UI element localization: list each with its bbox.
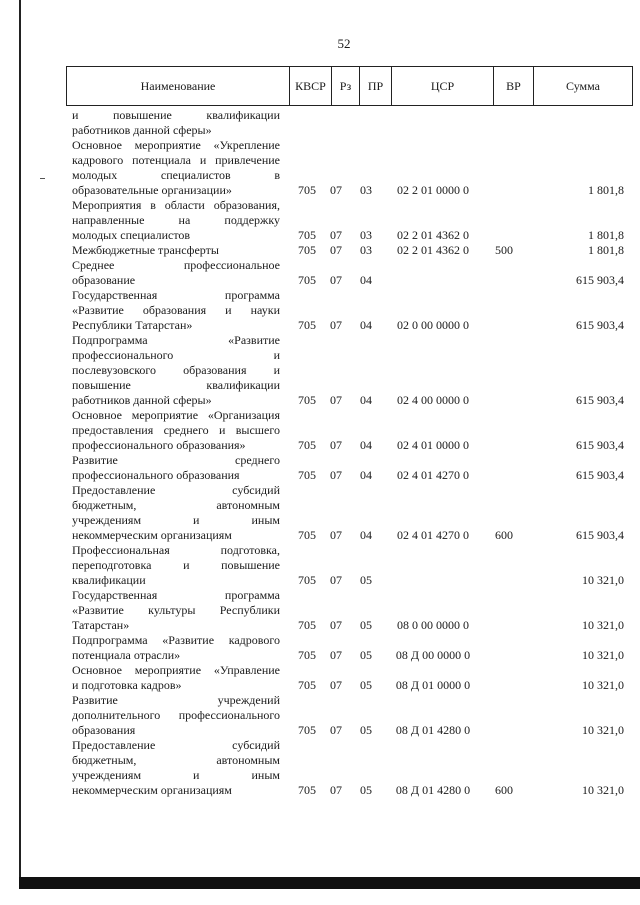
table-row: [72, 333, 624, 408]
row-sum: 10 321,0: [582, 723, 624, 737]
row-sum: 615 903,4: [576, 528, 624, 542]
row-rz: 07: [330, 573, 342, 587]
row-name-line: некоммерческим организациям: [72, 528, 232, 542]
row-sum: 615 903,4: [576, 468, 624, 482]
table-body: [72, 108, 624, 798]
header-csr: ЦСР: [391, 67, 493, 105]
row-name-line: Предоставление субсидий: [72, 483, 280, 497]
row-name-line: Государственная программа: [72, 288, 280, 302]
row-name: [72, 138, 280, 198]
row-kvsr: 705: [298, 318, 316, 332]
table-row: [72, 408, 624, 453]
row-name-line: Республики Татарстан»: [72, 318, 193, 332]
scan-speck: [40, 178, 45, 179]
row-name-line: молодых специалистов в: [72, 168, 280, 182]
row-name-line: повышение квалификации: [72, 378, 280, 392]
row-sum: 10 321,0: [582, 648, 624, 662]
row-name: [72, 198, 280, 243]
scan-left-border: [19, 0, 21, 880]
row-name-line: Основное мероприятие «Управление: [72, 663, 280, 677]
row-kvsr: 705: [298, 618, 316, 632]
row-pr: 05: [360, 678, 372, 692]
header-pr: ПР: [359, 67, 391, 105]
row-name-line: некоммерческим организациям: [72, 783, 232, 797]
row-name-line: Среднее профессиональное: [72, 258, 280, 272]
row-csr: 08 Д 01 4280 0: [395, 723, 471, 737]
header-rz: Рз: [331, 67, 359, 105]
table-row: [72, 243, 624, 258]
row-name-line: и подготовка кадров»: [72, 678, 182, 692]
row-csr: 02 2 01 0000 0: [397, 183, 469, 197]
row-sum: 1 801,8: [588, 243, 624, 257]
row-rz: 07: [330, 723, 342, 737]
row-name-line: учреждениям и иным: [72, 768, 280, 782]
row-name-line: Предоставление субсидий: [72, 738, 280, 752]
row-name-line: образования: [72, 723, 136, 737]
scan-bottom-border: [19, 877, 640, 889]
row-name: [72, 663, 280, 693]
row-name: [72, 543, 280, 588]
row-name-line: «Развитие культуры Республики: [72, 603, 280, 617]
row-kvsr: 705: [298, 678, 316, 692]
row-csr: 02 2 01 4362 0: [397, 228, 469, 242]
row-name-line: «Развитие образования и науки: [72, 303, 280, 317]
row-rz: 07: [330, 228, 342, 242]
row-name-line: направленные на поддержку: [72, 213, 280, 227]
table-row: [72, 288, 624, 333]
row-name-line: квалификации: [72, 573, 146, 587]
row-pr: 04: [360, 393, 372, 407]
row-name-line: Подпрограмма «Развитие кадрового: [72, 633, 280, 647]
row-name-line: работников данной сферы»: [72, 123, 212, 137]
row-rz: 07: [330, 438, 342, 452]
row-pr: 04: [360, 528, 372, 542]
row-pr: 03: [360, 243, 372, 257]
row-pr: 05: [360, 618, 372, 632]
row-csr: 02 2 01 4362 0: [397, 243, 469, 257]
row-pr: 05: [360, 648, 372, 662]
row-rz: 07: [330, 243, 342, 257]
row-name: [72, 243, 280, 258]
row-sum: 615 903,4: [576, 318, 624, 332]
row-sum: 615 903,4: [576, 393, 624, 407]
row-kvsr: 705: [298, 528, 316, 542]
row-name-line: образовательные организации»: [72, 183, 232, 197]
row-rz: 07: [330, 783, 342, 797]
row-sum: 10 321,0: [582, 678, 624, 692]
row-name: [72, 258, 280, 288]
row-csr: 02 4 01 0000 0: [397, 438, 469, 452]
row-name: [72, 738, 280, 798]
row-kvsr: 705: [298, 648, 316, 662]
table-row: [72, 543, 624, 588]
row-name-line: Развитие учреждений: [72, 693, 280, 707]
row-kvsr: 705: [298, 183, 316, 197]
page-number: 52: [337, 36, 351, 51]
row-pr: 05: [360, 573, 372, 587]
row-name: [72, 453, 280, 483]
row-pr: 03: [360, 228, 372, 242]
row-name: [72, 483, 280, 543]
row-pr: 05: [360, 723, 372, 737]
row-sum: 10 321,0: [582, 573, 624, 587]
row-sum: 615 903,4: [576, 438, 624, 452]
table-row: [72, 663, 624, 693]
row-name-line: профессионального образования: [72, 468, 240, 482]
table-row: [72, 738, 624, 798]
row-rz: 07: [330, 678, 342, 692]
row-rz: 07: [330, 528, 342, 542]
header-name: Наименование: [140, 78, 216, 93]
table-row: [72, 198, 624, 243]
row-name: [72, 108, 280, 138]
row-kvsr: 705: [298, 573, 316, 587]
row-name-line: Основное мероприятие «Организация: [72, 408, 280, 422]
row-name-line: Мероприятия в области образования,: [72, 198, 280, 212]
row-name-line: Подпрограмма «Развитие: [72, 333, 280, 347]
row-pr: 04: [360, 318, 372, 332]
row-csr: 02 4 00 0000 0: [397, 393, 469, 407]
row-name-line: Татарстан»: [72, 618, 130, 632]
row-kvsr: 705: [298, 228, 316, 242]
row-pr: 04: [360, 468, 372, 482]
row-name: [72, 333, 280, 408]
table-header: [66, 66, 633, 106]
row-pr: 04: [360, 273, 372, 287]
row-rz: 07: [330, 468, 342, 482]
row-sum: 10 321,0: [582, 783, 624, 797]
row-name-line: потенциала отрасли»: [72, 648, 181, 662]
row-kvsr: 705: [298, 438, 316, 452]
row-csr: 02 4 01 4270 0: [397, 528, 469, 542]
row-kvsr: 705: [298, 243, 316, 257]
row-name-line: бюджетным, автономным: [72, 753, 280, 767]
row-rz: 07: [330, 393, 342, 407]
row-kvsr: 705: [298, 273, 316, 287]
row-name-line: профессионального образования»: [72, 438, 246, 452]
row-name-line: Основное мероприятие «Укрепление: [72, 138, 280, 152]
header-sum: Сумма: [533, 67, 632, 105]
table-row: [72, 483, 624, 543]
row-name-line: Профессиональная подготовка,: [72, 543, 280, 557]
row-sum: 615 903,4: [576, 273, 624, 287]
row-kvsr: 705: [298, 468, 316, 482]
row-rz: 07: [330, 273, 342, 287]
table-row: [72, 453, 624, 483]
row-name-line: Развитие среднего: [72, 453, 280, 467]
table-row: [72, 108, 624, 138]
header-kvsr: КВСР: [289, 67, 331, 105]
row-csr: 08 0 00 0000 0: [397, 618, 469, 632]
row-pr: 04: [360, 438, 372, 452]
row-name-line: предоставления среднего и высшего: [72, 423, 280, 437]
row-name-line: переподготовка и повышение: [72, 558, 280, 572]
row-name-line: образование: [72, 273, 136, 287]
row-csr: 02 0 00 0000 0: [397, 318, 469, 332]
row-pr: 03: [360, 183, 372, 197]
row-sum: 1 801,8: [588, 228, 624, 242]
row-name-line: кадрового потенциала и привлечение: [72, 153, 280, 167]
table-row: [72, 693, 624, 738]
row-rz: 07: [330, 318, 342, 332]
row-name: [72, 288, 280, 333]
row-vr: 600: [495, 528, 513, 542]
row-vr: 600: [495, 783, 513, 797]
row-csr: 02 4 01 4270 0: [397, 468, 469, 482]
row-name: [72, 588, 280, 633]
row-name-line: дополнительного профессионального: [72, 708, 280, 722]
row-vr: 500: [495, 243, 513, 257]
row-name-line: Государственная программа: [72, 588, 280, 602]
row-name-line: послевузовского образования и: [72, 363, 280, 377]
row-name-line: работников данной сферы»: [72, 393, 212, 407]
row-sum: 10 321,0: [582, 618, 624, 632]
row-name-line: профессионального и: [72, 348, 280, 362]
table-row: [72, 138, 624, 198]
row-rz: 07: [330, 183, 342, 197]
row-kvsr: 705: [298, 393, 316, 407]
row-sum: 1 801,8: [588, 183, 624, 197]
table-row: [72, 258, 624, 288]
row-csr: 08 Д 01 0000 0: [395, 678, 471, 692]
row-name-line: Межбюджетные трансферты: [72, 243, 219, 257]
table-row: [72, 588, 624, 633]
table-row: [72, 633, 624, 663]
row-rz: 07: [330, 648, 342, 662]
row-name-line: учреждениям и иным: [72, 513, 280, 527]
row-name-line: бюджетным, автономным: [72, 498, 280, 512]
row-name: [72, 693, 280, 738]
row-name: [72, 408, 280, 453]
row-kvsr: 705: [298, 723, 316, 737]
row-kvsr: 705: [298, 783, 316, 797]
row-name-line: молодых специалистов: [72, 228, 191, 242]
header-vr: ВР: [493, 67, 533, 105]
row-csr: 08 Д 00 0000 0: [395, 648, 471, 662]
row-name: [72, 633, 280, 663]
row-csr: 08 Д 01 4280 0: [395, 783, 471, 797]
row-pr: 05: [360, 783, 372, 797]
row-name-line: и повышение квалификации: [72, 108, 280, 122]
row-rz: 07: [330, 618, 342, 632]
